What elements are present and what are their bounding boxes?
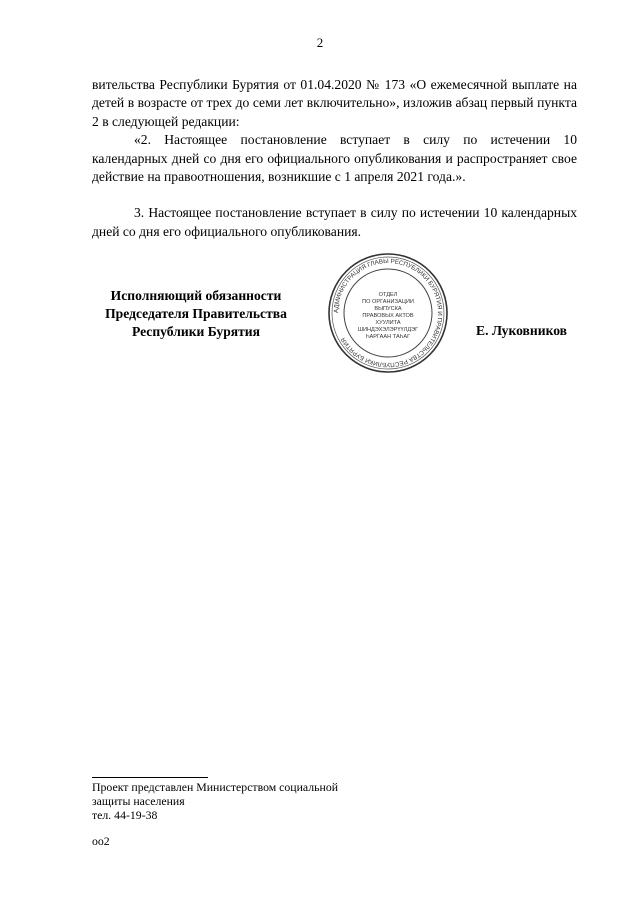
seal-line: ПО ОРГАНИЗАЦИИ: [362, 299, 414, 305]
footnote-phone: тел. 44-19-38: [92, 807, 158, 822]
document-body: [92, 76, 577, 241]
official-seal: [326, 251, 450, 375]
signer-title-line: Республики Бурятия: [131, 324, 260, 339]
seal-line: ШИНДЭХЭЛЭРҮҮЛДЭГ: [357, 327, 419, 333]
seal-inner-text: [358, 292, 418, 340]
seal-outer-text: АДМИНИСТРАЦИЯ ГЛАВЫ РЕСПУБЛИКИ БУРЯТИЯ И ПРАВИТЕЛЬСТВА РЕСПУБЛИКИ БУРЯТИЯ: [332, 257, 444, 369]
signer-title: [92, 287, 300, 341]
page-number: 2: [316, 35, 324, 50]
paragraph-quoted-amendment: «2. Настоящее постановление вступает в силу по истечении 10 календарных дней со дня его официального опубликования и распространяет свое действие на правоотношения, возникшие с 1 апреля 2021 года.».: [92, 132, 577, 185]
footnote: [92, 781, 338, 822]
seal-line: ҺАРГААН ТАҺАГ: [365, 334, 411, 340]
seal-line: ПРАВОВЫХ АКТОВ: [362, 313, 414, 319]
signer-title-line: Исполняющий обязанности: [110, 288, 282, 303]
document-code: оо2: [92, 834, 110, 848]
footnote-line: Проект представлен Министерством социальной: [92, 780, 339, 794]
signer-title-line: Председателя Правительства: [105, 306, 287, 321]
footnote-divider: [92, 777, 208, 778]
seal-line: ВЫПУСКА: [374, 306, 402, 312]
seal-line: ХУУЛИТА: [375, 320, 401, 326]
footnote-line: защиты населения: [92, 793, 185, 808]
paragraph-continuation: вительства Республики Бурятия от 01.04.2020 № 173 «О ежемесячной выплате на детей в возрасте от трех до семи лет включительно», изложив абзац первый пункта 2 в следующей редакции:: [92, 77, 577, 129]
paragraph-point-3: 3. Настоящее постановление вступает в силу по истечении 10 календарных дней со дня его официального опубликования.: [92, 205, 577, 239]
signer-name: Е. Луковников: [476, 323, 568, 338]
seal-line: ОТДЕЛ: [378, 292, 398, 298]
